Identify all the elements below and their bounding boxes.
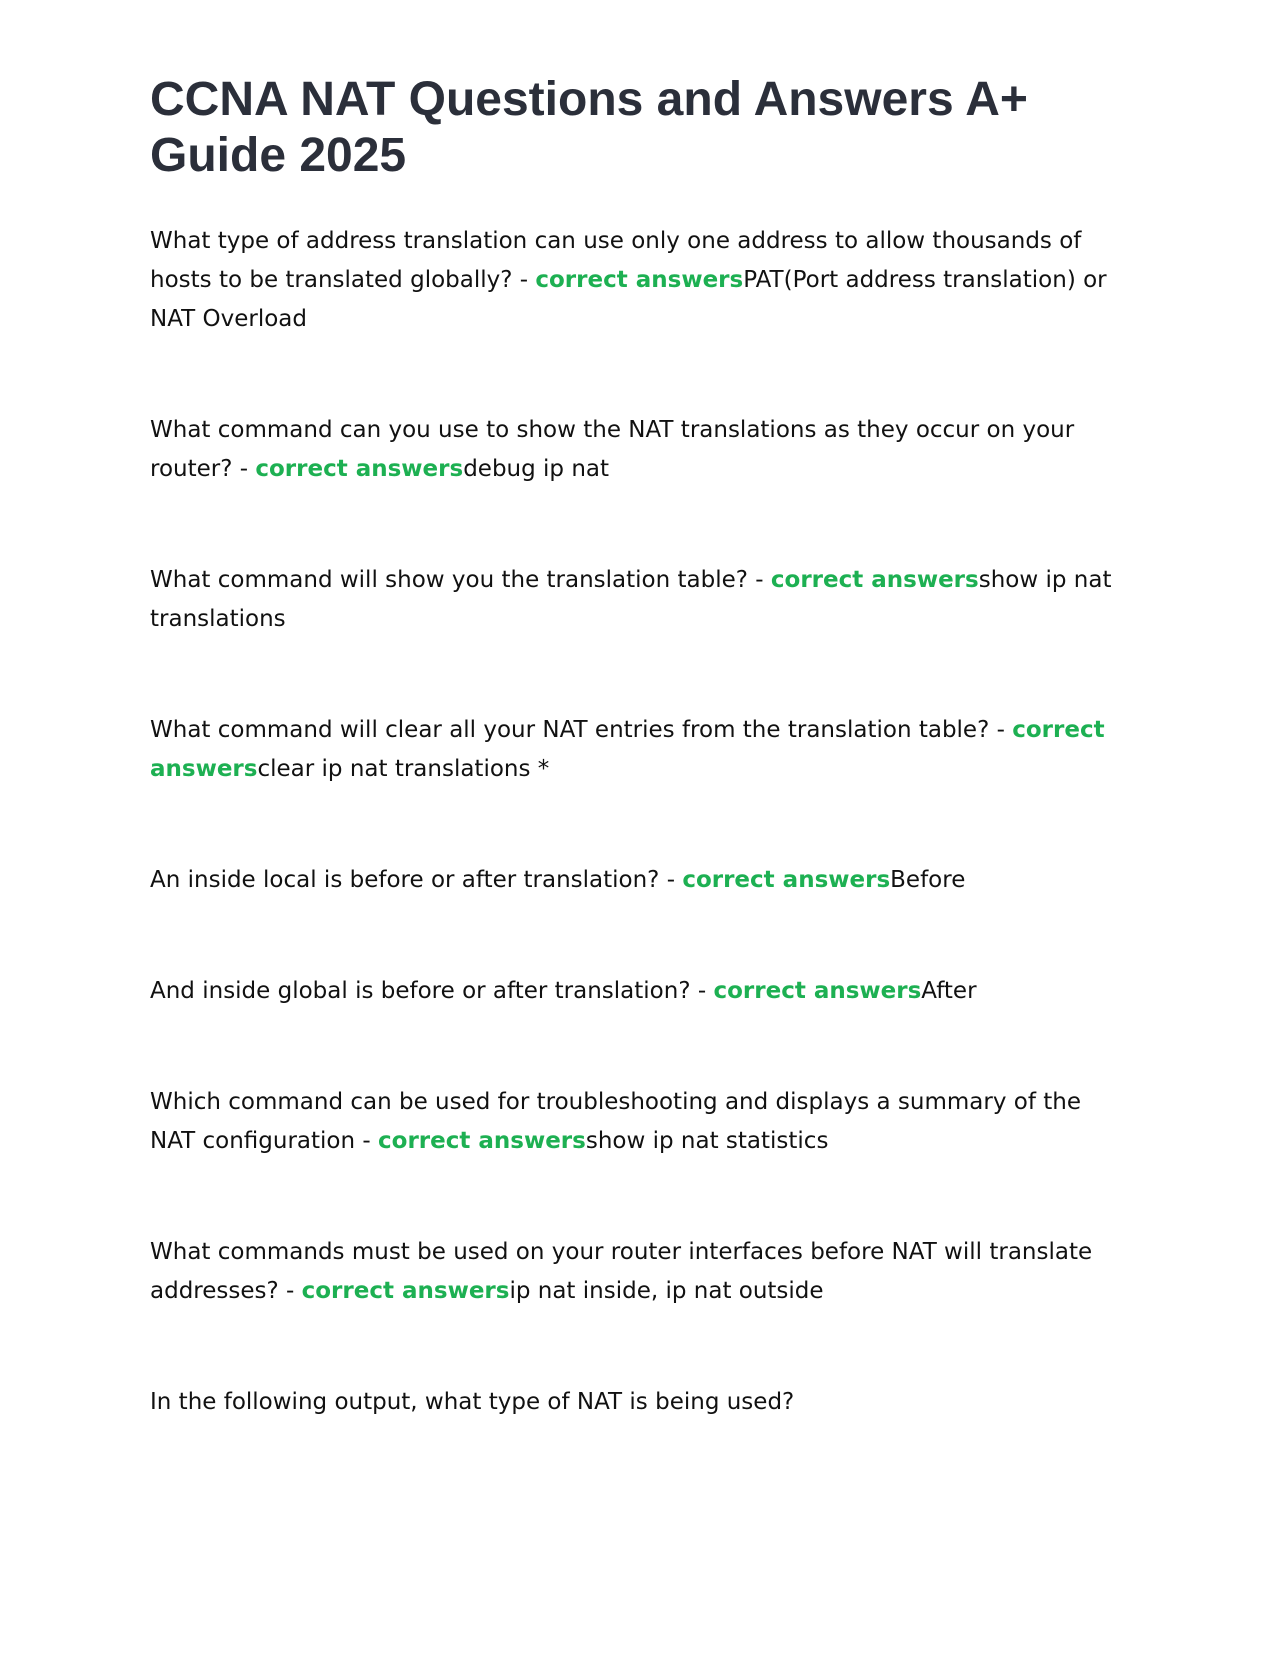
question-text: And inside global is before or after translation? - <box>150 978 714 1004</box>
answer-text: After <box>921 978 977 1004</box>
question-text: What command will clear all your NAT entries from the translation table? - <box>150 717 1013 743</box>
question-text: An inside local is before or after translation? - <box>150 867 683 893</box>
qa-item <box>150 861 1130 900</box>
answer-text: Before <box>890 867 966 893</box>
answer-text: show ip nat statistics <box>585 1128 829 1154</box>
answer-text: show ip nat translations <box>150 567 1112 632</box>
answer-text: ip nat inside, ip nat outside <box>509 1278 824 1304</box>
qa-item <box>150 711 1130 789</box>
qa-item <box>150 561 1130 639</box>
answer-label: correct answers <box>713 978 922 1004</box>
qa-item <box>150 1083 1130 1161</box>
qa-item <box>150 1233 1130 1311</box>
answer-text: debug ip nat <box>463 456 610 482</box>
document-title: CCNA NAT Questions and Answers A+ Guide 2025 <box>150 73 1028 182</box>
question-text: What command can you use to show the NAT translations as they occur on your router? - <box>150 417 1075 482</box>
qa-item <box>150 222 1130 339</box>
answer-label: correct answers <box>378 1128 586 1154</box>
question-text: Which command can be used for troubleshooting and displays a summary of the NAT configuration - <box>150 1089 1081 1154</box>
answer-label: correct answers <box>682 867 891 893</box>
question-text: What command will show you the translation table? - <box>150 567 771 593</box>
answer-label: correct answers <box>535 267 744 293</box>
answer-label: correct answers <box>255 456 464 482</box>
qa-item <box>150 972 1130 1011</box>
answer-text: clear ip nat translations * <box>257 756 550 782</box>
question-text: What commands must be used on your router interfaces before NAT will translate addresses? - <box>150 1239 1093 1304</box>
answer-label: correct answers <box>301 1278 510 1304</box>
question-text: In the following output, what type of NAT is being used? <box>150 1389 795 1415</box>
document-page <box>150 72 1130 1422</box>
answer-label: correct answers <box>770 567 979 593</box>
answer-label: correct answers <box>150 717 1105 782</box>
answer-text: PAT(Port address translation) or NAT Overload <box>150 267 1107 332</box>
qa-item <box>150 1383 1130 1422</box>
qa-item <box>150 411 1130 489</box>
question-text: What type of address translation can use only one address to allow thousands of hosts to be translated globally? - <box>150 228 1082 293</box>
